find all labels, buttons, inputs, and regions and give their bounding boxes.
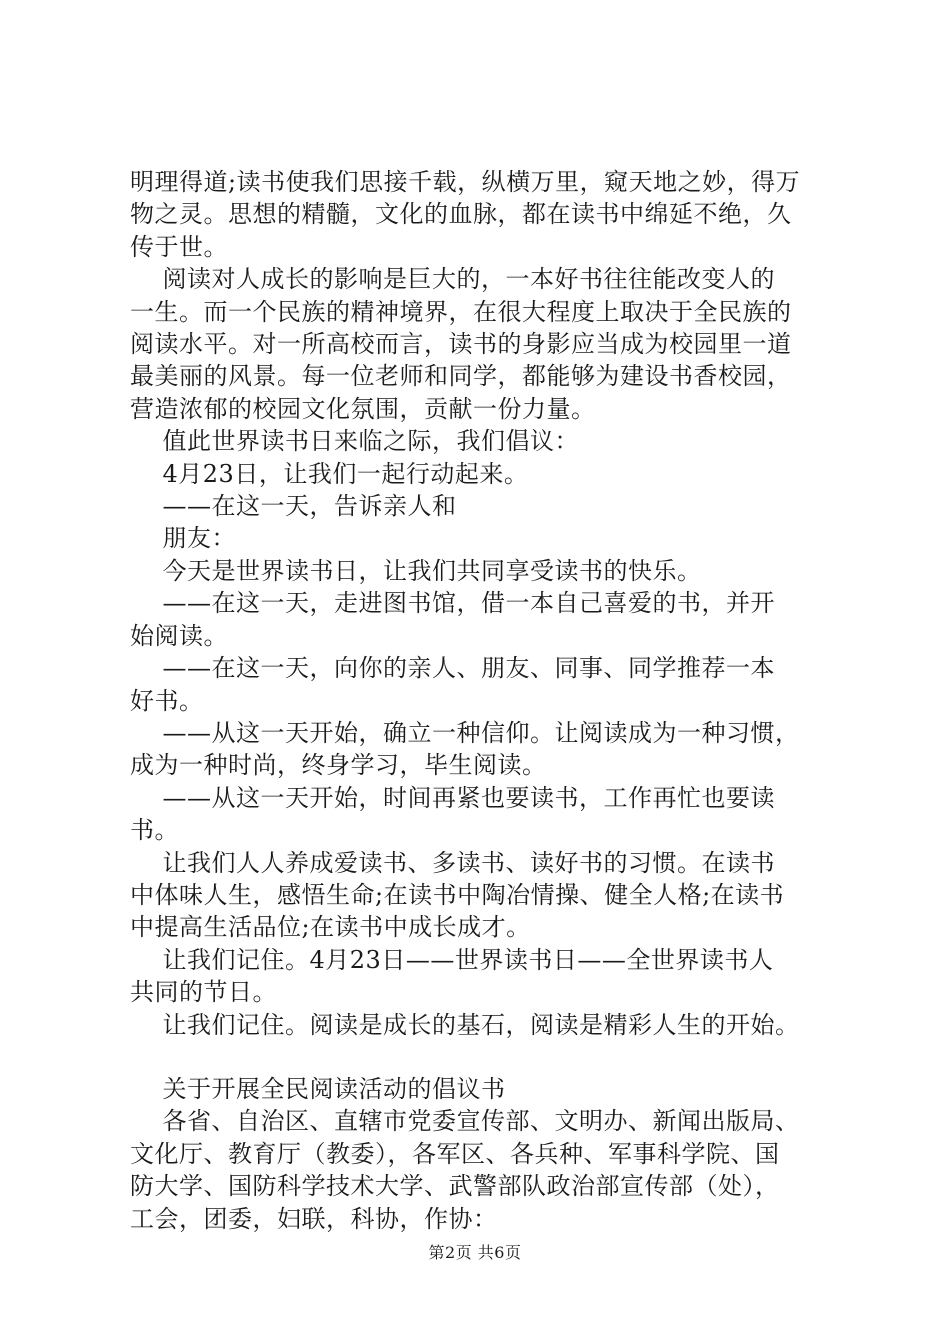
- text-line: 成为一种时尚，终身学习，毕生阅读。: [130, 751, 547, 780]
- text-line: 好书。: [130, 686, 204, 715]
- text-line: 今天是世界读书日，让我们共同享受读书的快乐。: [130, 556, 702, 585]
- text-line: ——在这一天，走进图书馆，借一本自己喜爱的书，并开: [130, 589, 776, 618]
- text-line: 传于世。: [130, 232, 228, 261]
- text-line: 物之灵。思想的精髓，文化的血脉，都在读书中绵延不绝，久: [130, 200, 792, 229]
- text-line: 书。: [130, 816, 179, 845]
- text-line: 让我们人人养成爱读书、多读书、读好书的习惯。在读书: [130, 848, 776, 877]
- text-line: ——在这一天，向你的亲人、朋友、同事、同学推荐一本: [130, 654, 776, 683]
- text-line: 文化厅、教育厅（教委），各军区、各兵种、军事科学院、国: [130, 1139, 780, 1168]
- text-line: 工会，团委，妇联，科协，作协：: [130, 1204, 498, 1233]
- text-line: 各省、自治区、直辖市党委宣传部、文明办、新闻出版局、: [130, 1107, 800, 1136]
- text-line: 共同的节日。: [130, 978, 277, 1007]
- text-line: 中提高生活品位;在读书中成长成才。: [130, 913, 531, 942]
- text-line: 一生。而一个民族的精神境界，在很大程度上取决于全民族的: [130, 297, 792, 326]
- text-line: 防大学、国防科学技术大学、武警部队政治部宣传部（处），: [130, 1172, 780, 1201]
- page-number-label: 第2页 共6页: [428, 1243, 522, 1262]
- text-line: 营造浓郁的校园文化氛围，贡献一份力量。: [130, 394, 596, 423]
- text-line: ——在这一天，告诉亲人和: [130, 492, 457, 521]
- paragraph-gap: [130, 1041, 850, 1073]
- text-line: 朋友：: [130, 524, 237, 553]
- text-line: 让我们记住。4月23日——世界读书日——全世界读书人: [130, 945, 774, 974]
- text-line: 始阅读。: [130, 621, 228, 650]
- text-line: ——从这一天开始，时间再紧也要读书，工作再忙也要读: [130, 783, 776, 812]
- text-line: 4月23日，让我们一起行动起来。: [130, 459, 529, 488]
- text-line: 阅读水平。对一所高校而言，读书的身影应当成为校园里一道: [130, 330, 792, 359]
- text-line: 让我们记住。阅读是成长的基石，阅读是精彩人生的开始。: [130, 1010, 800, 1039]
- text-line: 值此世界读书日来临之际，我们倡议：: [130, 427, 580, 456]
- section-title: 关于开展全民阅读活动的倡议书: [130, 1074, 506, 1103]
- text-line: 最美丽的风景。每一位老师和同学，都能够为建设书香校园，: [130, 362, 792, 391]
- page-footer: [0, 1242, 950, 1264]
- text-line: 中体味人生，感悟生命;在读书中陶冶情操、健全人格;在读书: [130, 880, 785, 909]
- text-line: 阅读对人成长的影响是巨大的，一本好书往往能改变人的: [130, 265, 776, 294]
- text-line: 明理得道;读书使我们思接千载，纵横万里，窥天地之妙，得万: [130, 168, 801, 196]
- document-body: [130, 166, 850, 1235]
- text-line: ——从这一天开始，确立一种信仰。让阅读成为一种习惯，: [130, 718, 800, 747]
